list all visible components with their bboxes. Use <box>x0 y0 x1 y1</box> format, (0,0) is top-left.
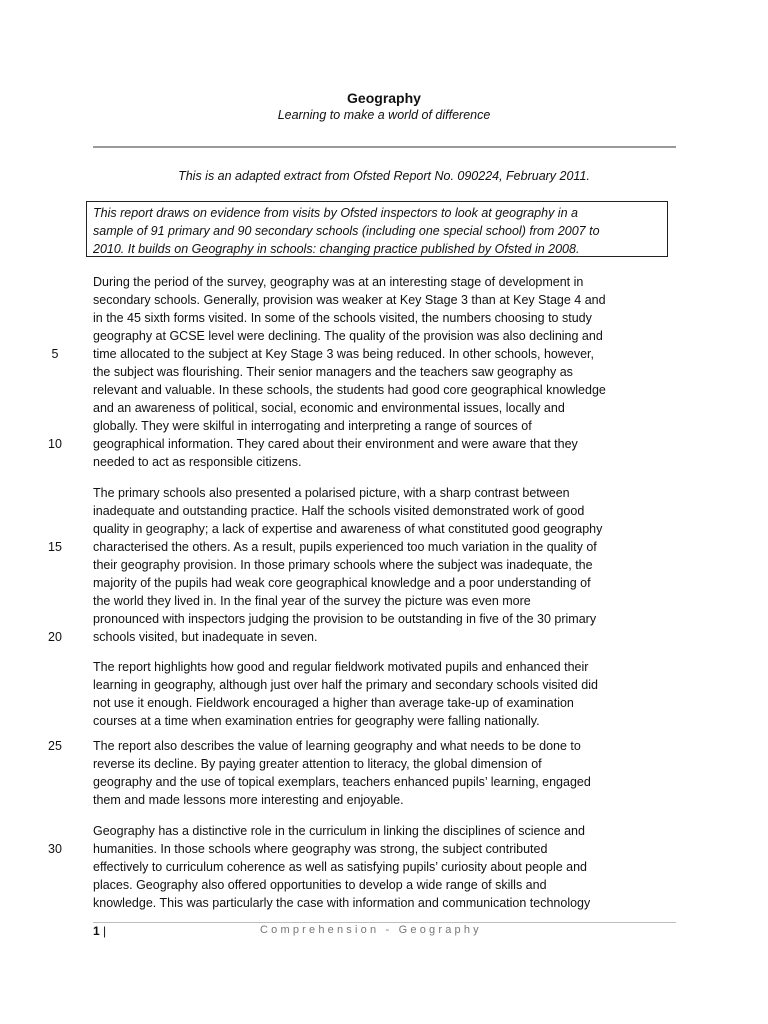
text-line: pronounced with inspectors judging the provision to be outstanding in five of the 30 primary <box>93 612 597 626</box>
line-number: 5 <box>51 347 59 361</box>
paragraph-3 <box>93 658 693 730</box>
text-line: their geography provision. In those primary schools where the subject was inadequate, the <box>93 558 593 572</box>
text-line: majority of the pupils had weak core geographical knowledge and a poor understanding of <box>93 576 591 590</box>
text-line: needed to act as responsible citizens. <box>93 455 302 469</box>
page-number <box>93 924 106 938</box>
text-line: the subject was flourishing. Their senior managers and the teachers saw geography as <box>93 365 573 379</box>
text-line: The report highlights how good and regular fieldwork motivated pupils and enhanced their <box>93 660 589 674</box>
text-line: schools visited, but inadequate in seven. <box>93 630 318 644</box>
summary-line: This report draws on evidence from visits by Ofsted inspectors to look at geography in a <box>93 206 578 220</box>
summary-line: sample of 91 primary and 90 secondary schools (including one special school) from 2007 to <box>93 224 600 238</box>
header-divider <box>93 146 676 148</box>
text-line: learning in geography, although just over half the primary and secondary schools visited did <box>93 678 598 692</box>
text-line: The report also describes the value of learning geography and what needs to be done to <box>93 739 581 753</box>
text-line: in the 45 sixth forms visited. In some of the schools visited, the numbers choosing to study <box>93 311 592 325</box>
text-line: secondary schools. Generally, provision was weaker at Key Stage 3 than at Key Stage 4 and <box>93 293 606 307</box>
text-line: During the period of the survey, geography was at an interesting stage of development in <box>93 275 584 289</box>
text-line: quality in geography; a lack of expertise and awareness of what constituted good geography <box>93 522 603 536</box>
paragraph-1 <box>93 273 693 471</box>
text-line: not use it enough. Fieldwork encouraged a higher than average take-up of examination <box>93 696 574 710</box>
text-line: humanities. In those schools where geography was strong, the subject contributed <box>93 842 548 856</box>
footer-divider <box>93 922 676 923</box>
text-line: geography at GCSE level were declining. The quality of the provision was also declining and <box>93 329 603 343</box>
text-line: geography and the use of topical exemplars, teachers enhanced pupils’ learning, engaged <box>93 775 591 789</box>
text-line: knowledge. This was particularly the case with information and communication technology <box>93 896 591 910</box>
text-line: time allocated to the subject at Key Stage 3 was being reduced. In other schools, however, <box>93 347 594 361</box>
paragraph-4 <box>93 737 693 809</box>
paragraph-5 <box>93 822 693 912</box>
paragraph-2 <box>93 484 693 646</box>
page-subtitle: Learning to make a world of difference <box>277 108 491 122</box>
text-line: globally. They were skilful in interrogating and interpreting a range of sources of <box>93 419 532 433</box>
text-line: inadequate and outstanding practice. Half the schools visited demonstrated work of good <box>93 504 585 518</box>
line-number: 25 <box>48 739 62 753</box>
page-number-value: 1 <box>93 924 100 938</box>
text-line: them and made lessons more interesting and enjoyable. <box>93 793 404 807</box>
text-line: Geography has a distinctive role in the curriculum in linking the disciplines of science and <box>93 824 585 838</box>
text-line: effectively to curriculum coherence as well as satisfying pupils’ curiosity about people and <box>93 860 588 874</box>
line-number: 20 <box>48 630 62 644</box>
text-line: places. Geography also offered opportunities to develop a wide range of skills and <box>93 878 547 892</box>
line-number: 10 <box>48 437 62 451</box>
line-number: 30 <box>48 842 62 856</box>
source-note: This is an adapted extract from Ofsted Report No. 090224, February 2011. <box>178 169 590 183</box>
text-line: and an awareness of political, social, economic and environmental issues, locally and <box>93 401 565 415</box>
text-line: courses at a time when examination entries for geography were falling nationally. <box>93 714 540 728</box>
page-title: Geography <box>347 90 421 106</box>
text-line: characterised the others. As a result, pupils experienced too much variation in the quality of <box>93 540 597 554</box>
text-line: relevant and valuable. In these schools, the students had good core geographical knowledge <box>93 383 606 397</box>
footer-label: Comprehension - Geography <box>260 924 482 936</box>
text-line: geographical information. They cared about their environment and were aware that they <box>93 437 578 451</box>
text-line: reverse its decline. By paying greater attention to literacy, the global dimension of <box>93 757 542 771</box>
summary-box <box>86 201 668 257</box>
text-line: the world they lived in. In the final year of the survey the picture was even more <box>93 594 531 608</box>
page-number-separator: | <box>103 924 107 938</box>
text-line: The primary schools also presented a polarised picture, with a sharp contrast between <box>93 486 570 500</box>
line-number: 15 <box>48 540 62 554</box>
summary-line: 2010. It builds on Geography in schools: changing practice published by Ofsted in 2008. <box>93 242 580 256</box>
